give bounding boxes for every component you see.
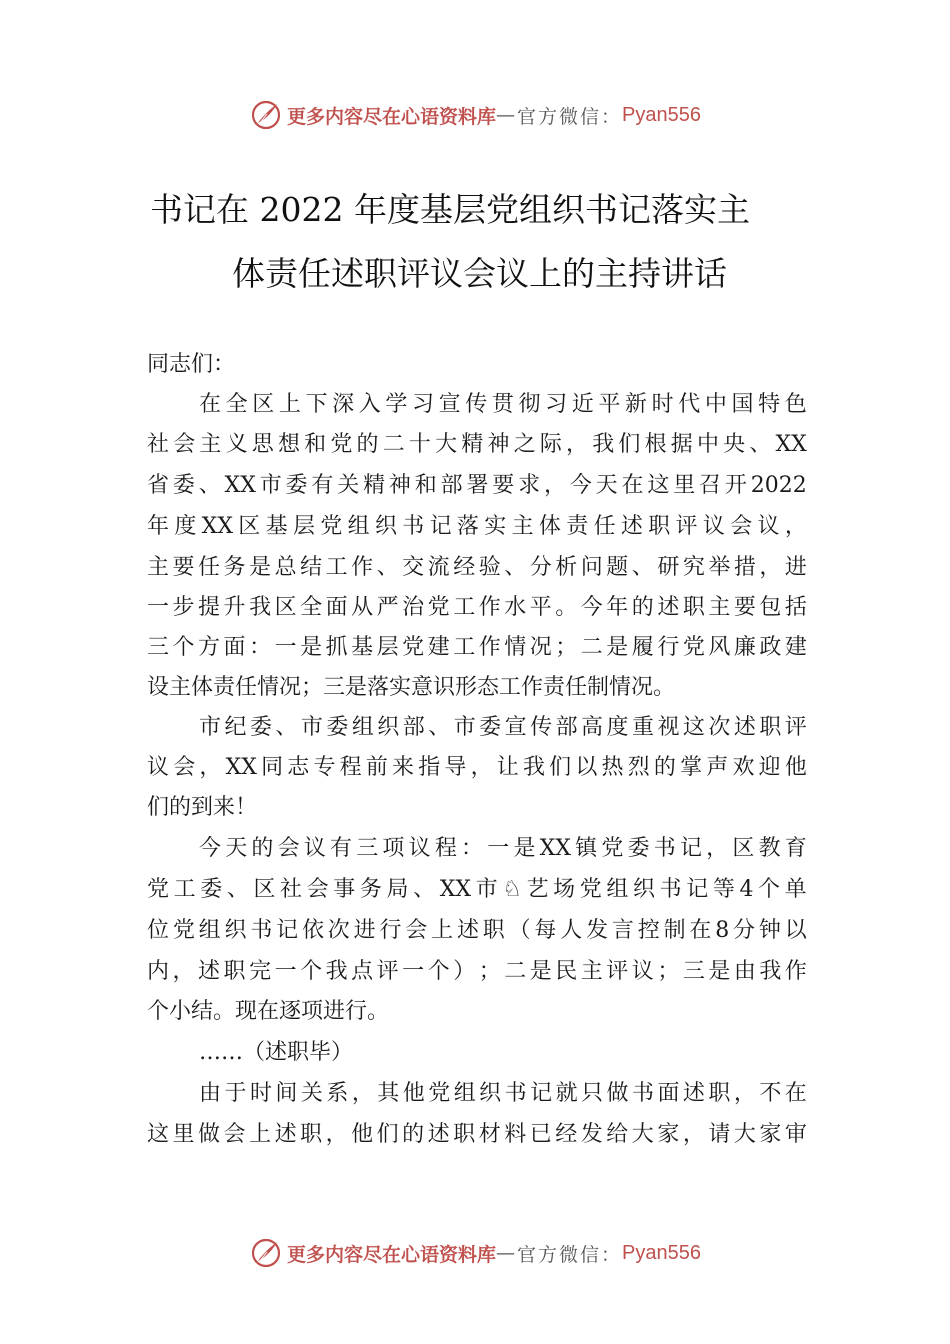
body-line: 在 全 区 上 下 深 入 学 习 宣 传 贯 彻 习 近 平 新 时 代 中 国 特 色 (199, 392, 807, 417)
body-line: 三 个 方 面 ： 一 是 抓 基 层 党 建 工 作 情 况 ； 二 是 履 行 党 风 廉 政 建 (147, 635, 807, 660)
body-line: 年 度 XX 区 基 层 党 组 织 书 记 落 实 主 体 责 任 述 职 评 议 会 议 ， (147, 514, 807, 539)
header-banner (0, 95, 950, 135)
feather-logo-icon (249, 98, 283, 132)
feather-logo-icon (249, 1236, 283, 1270)
document-title-line-2: 体责任述职评议会议上的主持讲话 (232, 254, 727, 293)
body-line: 主 要 任 务 是 总 结 工 作 、 交 流 经 验 、 分 析 问 题 、 研 究 举 措 ， 进 (147, 555, 807, 580)
body-line: 社 会 主 义 思 想 和 党 的 二 十 大 精 神 之 际 ， 我 们 根 据 中 央 、 XX (147, 432, 807, 457)
banner-wechat-id: Pyan556 (622, 103, 701, 126)
banner-sub-text: 官方微信： (517, 105, 623, 128)
body-line: 们的到来！ (147, 795, 258, 820)
body-line: 议 会 ， XX 同 志 专 程 前 来 指 导 ， 让 我 们 以 热 烈 的 掌 声 欢 迎 他 (147, 755, 807, 780)
banner-dash: — (496, 104, 518, 126)
body-line: 由 于 时 间 关 系 ， 其 他 党 组 织 书 记 就 只 做 书 面 述 职 ， 不 在 (199, 1081, 807, 1106)
body-line: 这 里 做 会 上 述 职 ， 他 们 的 述 职 材 料 已 经 发 给 大 家 ， 请 大 家 审 (147, 1122, 807, 1147)
body-line: 位 党 组 织 书 记 依 次 进 行 会 上 述 职 （ 每 人 发 言 控 制 在 8 分 钟 以 (147, 918, 807, 943)
body-line: 设主体责任情况；三是落实意识形态工作责任制情况。 (147, 675, 676, 700)
body-line: 省 委 、 XX 市 委 有 关 精 神 和 部 署 要 求 ， 今 天 在 这 里 召 开 2022 (147, 473, 807, 498)
banner-dash: — (496, 1242, 518, 1264)
banner-main-text: 更多内容尽在心语资料库 (287, 1243, 497, 1266)
document-title-line-1: 书记在 2022 年度基层党组织书记落实主 (150, 190, 750, 229)
footer-banner (0, 1233, 950, 1273)
banner-sub-text: 官方微信： (517, 1243, 623, 1266)
body-line: 市 纪 委 、 市 委 组 织 部 、 市 委 宣 传 部 高 度 重 视 这 次 述 职 评 (199, 715, 807, 740)
body-line: 个小结。现在逐项进行。 (147, 999, 390, 1024)
body-line: 一 步 提 升 我 区 全 面 从 严 治 党 工 作 水 平 。 今 年 的 述 职 主 要 包 括 (147, 595, 807, 620)
body-line: 今 天 的 会 议 有 三 项 议 程 ： 一 是 XX 镇 党 委 书 记 ， 区 教 育 (199, 836, 807, 861)
body-line: 党 工 委 、 区 社 会 事 务 局 、 XX 市 ♘ 艺 场 党 组 织 书 记 等 4 个 单 (147, 877, 807, 902)
body-line: ……（述职毕） (199, 1040, 354, 1065)
body-line: 内 ， 述 职 完 一 个 我 点 评 一 个 ） ； 二 是 民 主 评 议 ； 三 是 由 我 作 (147, 959, 807, 984)
banner-wechat-id: Pyan556 (622, 1241, 701, 1264)
body-line: 同志们： (147, 352, 236, 377)
banner-main-text: 更多内容尽在心语资料库 (287, 105, 497, 128)
